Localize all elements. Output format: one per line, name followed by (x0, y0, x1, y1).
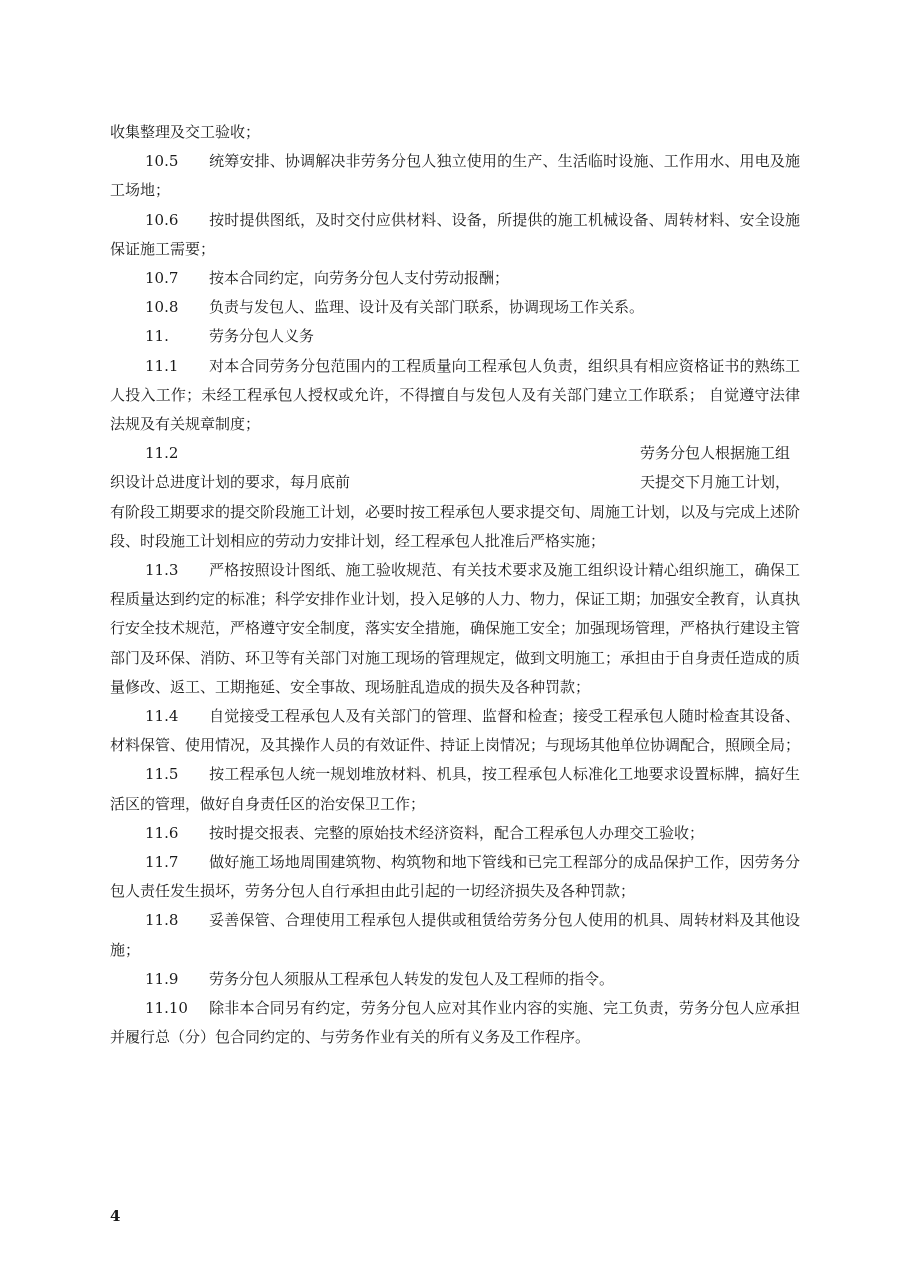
clause-text: 按工程承包人统一规划堆放材料、机具，按工程承包人标准化工地要求设置标牌，搞好生活区的管理，做好自身责任区的治安保卫工作； (110, 765, 800, 813)
clause-10-6 (110, 206, 800, 264)
clause-11-2-line-1 (110, 439, 800, 468)
clause-number: 10.6 (145, 210, 179, 229)
clause-11-2-line-2 (110, 468, 800, 497)
clause-text: 除非本合同另有约定，劳务分包人应对其作业内容的实施、完工负责，劳务分包人应承担并履行总（分）包合同约定的、与劳务作业有关的所有义务及工作程序。 (110, 999, 800, 1047)
clause-11-9 (110, 965, 800, 994)
clause-text: 妥善保管、合理使用工程承包人提供或租赁给劳务分包人使用的机具、周转材料及其他设施； (110, 911, 800, 959)
continued-paragraph: 收集整理及交工验收； (110, 123, 261, 141)
clause-number: 11.1 (145, 356, 179, 375)
clause-number: 11.9 (145, 969, 179, 988)
section-heading-11 (110, 322, 800, 351)
clause-text: 严格按照设计图纸、施工验收规范、有关技术要求及施工组织设计精心组织施工，确保工程质量达到约定的标准；科学安排作业计划，投入足够的人力、物力，保证工期；加强安全教育，认真执行安全技术规范，严格遵守安全制度，落实安全措施，确保施工安全；加强现场管理，严格执行建设主管部门及环保、消防、环卫等有关部门对施工现场的管理规定，做到文明施工；承担由于自身责任造成的质量修改、返工、工期拖延、安全事故、现场脏乱造成的损失及各种罚款； (110, 561, 801, 696)
clause-11-1 (110, 352, 800, 440)
clause-text: 按时提交报表、完整的原始技术经济资料，配合工程承包人办理交工验收； (209, 823, 705, 842)
section-number: 11. (145, 327, 169, 346)
clause-11-8 (110, 906, 800, 964)
clause-number: 10.5 (145, 152, 179, 171)
clause-number: 11.5 (145, 765, 179, 784)
clause-text-part: 劳务分包人根据施工组 (640, 444, 791, 463)
clause-text: 负责与发包人、监理、设计及有关部门联系，协调现场工作关系。 (209, 298, 645, 317)
clause-number: 11.10 (145, 999, 188, 1018)
clause-number: 11.3 (145, 561, 179, 580)
clause-number: 11.6 (145, 823, 179, 842)
clause-11-4 (110, 702, 800, 760)
clause-10-8 (110, 293, 800, 322)
clause-text: 做好施工场地周围建筑物、构筑物和地下管线和已完工程部分的成品保护工作，因劳务分包人责任发生损坏，劳务分包人自行承担由此引起的一切经济损失及各种罚款； (110, 853, 800, 901)
clause-11-3 (110, 556, 800, 702)
clause-text: 自觉接受工程承包人及有关部门的管理、监督和检查；接受工程承包人随时检查其设备、材料保管、使用情况，及其操作人员的有效证件、持证上岗情况；与现场其他单位协调配合，照顾全局； (110, 707, 801, 755)
clause-text-part: 织设计总进度计划的要求，每月底前 (110, 473, 351, 492)
clause-11-10 (110, 994, 800, 1052)
clause-text-part: 天提交下月施工计划， (640, 473, 791, 492)
clause-number: 11.8 (145, 911, 179, 930)
page-number: 4 (110, 1207, 121, 1225)
clause-10-5 (110, 147, 800, 205)
section-title: 劳务分包人义务 (209, 327, 315, 346)
clause-number: 11.2 (145, 444, 179, 463)
clause-11-2-continued: 有阶段工期要求的提交阶段施工计划，必要时按工程承包人要求提交旬、周施工计划，以及与完成上述阶段、时段施工计划相应的劳动力安排计划，经工程承包人批准后严格实施； (110, 502, 801, 550)
clause-text: 按本合同约定，向劳务分包人支付劳动报酬； (209, 269, 510, 288)
clause-text: 按时提供图纸，及时交付应供材料、设备，所提供的施工机械设备、周转材料、安全设施保证施工需要； (110, 210, 800, 258)
clause-11-5 (110, 760, 800, 818)
clause-text: 统筹安排、协调解决非劳务分包人独立使用的生产、生活临时设施、工作用水、用电及施工场地； (110, 152, 800, 200)
clause-text: 劳务分包人须服从工程承包人转发的发包人及工程师的指令。 (209, 969, 615, 988)
clause-number: 10.7 (145, 269, 179, 288)
clause-number: 11.4 (145, 707, 179, 726)
clause-number: 10.8 (145, 298, 179, 317)
clause-11-7 (110, 848, 800, 906)
clause-text: 对本合同劳务分包范围内的工程质量向工程承包人负责，组织具有相应资格证书的熟练工人投入工作；未经工程承包人授权或允许，不得擅自与发包人及有关部门建立工作联系； 自觉遵守法律法规及有关规章制度； (110, 356, 800, 434)
clause-10-7 (110, 264, 800, 293)
document-body (110, 118, 800, 1052)
clause-number: 11.7 (145, 853, 179, 872)
clause-11-6 (110, 819, 800, 848)
